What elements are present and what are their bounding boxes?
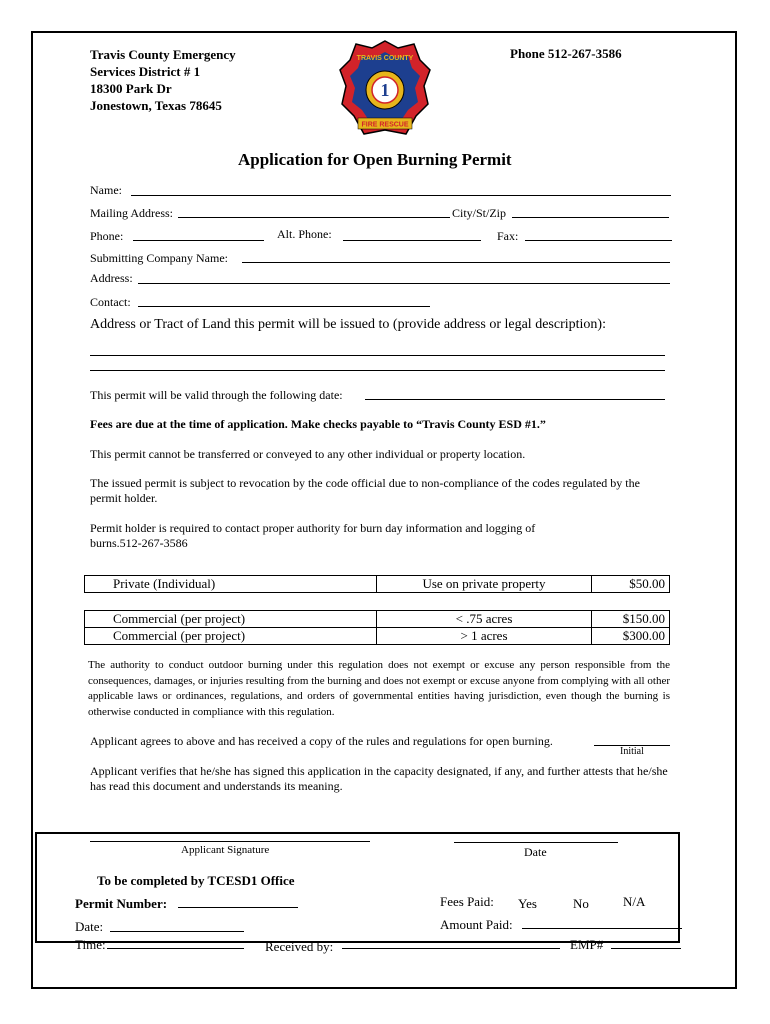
emp-label: EMP#	[570, 937, 604, 952]
fees-paid-no[interactable]: No	[573, 896, 589, 911]
received-by-field[interactable]	[342, 948, 560, 949]
form-title: Application for Open Burning Permit	[238, 150, 512, 169]
tract-field-line-2[interactable]	[90, 370, 665, 371]
address-label: Address:	[90, 271, 133, 285]
phone-field[interactable]	[133, 240, 264, 241]
verifies-text: Applicant verifies that he/she has signed this application in the capacity designated, if any, and further attests that he/she has read this document and understands its meaning.	[90, 764, 668, 793]
emp-field[interactable]	[611, 948, 681, 949]
tract-label: Address or Tract of Land this permit will be issued to (provide address or legal description):	[90, 317, 606, 332]
fire-rescue-logo	[336, 38, 434, 142]
fees-due-text: Fees are due at the time of application. Make checks payable to “Travis County ESD #1.”	[90, 417, 546, 431]
fee-desc: < .75 acres	[377, 611, 592, 628]
mailing-address-field[interactable]	[178, 217, 450, 218]
fees-paid-na[interactable]: N/A	[623, 894, 646, 909]
phone-label: Phone:	[90, 229, 124, 243]
revocation-text: The issued permit is subject to revocation by the code official due to non-compliance of the codes regulated by the permit holder.	[90, 476, 640, 505]
company-name-field[interactable]	[242, 262, 670, 263]
valid-through-label: This permit will be valid through the following date:	[90, 388, 343, 402]
time-label: Time:	[75, 937, 106, 952]
office-heading: To be completed by TCESD1 Office	[97, 873, 295, 888]
org-line-1: Travis County Emergency	[90, 47, 236, 62]
org-line-2: Services District # 1	[90, 64, 201, 79]
table-row	[85, 611, 670, 628]
fees-paid-label: Fees Paid:	[440, 894, 494, 909]
org-phone: Phone 512-267-3586	[510, 46, 622, 61]
logo-number: 1	[380, 80, 390, 100]
table-row	[85, 576, 670, 593]
office-date-field[interactable]	[110, 931, 244, 932]
amount-paid-field[interactable]	[522, 928, 682, 929]
applicant-signature-label: Applicant Signature	[181, 844, 270, 856]
city-st-zip-label: City/St/Zip	[452, 206, 507, 220]
org-line-3: 18300 Park Dr	[90, 81, 172, 96]
contact-field[interactable]	[138, 306, 430, 307]
contact-label: Contact:	[90, 295, 131, 309]
received-by-label: Received by:	[265, 939, 334, 954]
fee-type: Commercial (per project)	[85, 611, 377, 628]
amount-paid-label: Amount Paid:	[440, 917, 513, 932]
org-line-4: Jonestown, Texas 78645	[90, 98, 222, 113]
fees-paid-yes[interactable]: Yes	[518, 896, 537, 911]
alt-phone-field[interactable]	[343, 240, 481, 241]
not-transferable-text: This permit cannot be transferred or conveyed to any other individual or property location.	[90, 447, 526, 461]
permit-number-field[interactable]	[178, 907, 298, 908]
time-field[interactable]	[107, 948, 244, 949]
date-label: Date	[524, 845, 547, 859]
fee-table-private	[84, 575, 670, 593]
agrees-text: Applicant agrees to above and has received a copy of the rules and regulations for open burning.	[90, 734, 553, 748]
fee-type: Private (Individual)	[85, 576, 377, 593]
logo-top-text: TRAVIS COUNTY	[356, 55, 414, 62]
permit-number-label: Permit Number:	[75, 896, 168, 911]
logo-bottom-text: FIRE RESCUE	[361, 121, 409, 129]
fee-price: $150.00	[592, 611, 670, 628]
office-date-label: Date:	[75, 919, 104, 934]
name-field[interactable]	[131, 195, 671, 196]
fee-table-commercial	[84, 610, 670, 645]
address-field[interactable]	[138, 283, 670, 284]
fee-type: Commercial (per project)	[85, 628, 377, 645]
name-label: Name:	[90, 183, 122, 197]
fax-field[interactable]	[525, 240, 672, 241]
fax-label: Fax:	[497, 229, 519, 243]
tract-field-line-1[interactable]	[90, 355, 665, 356]
fee-price: $50.00	[592, 576, 670, 593]
fee-price: $300.00	[592, 628, 670, 645]
valid-through-field[interactable]	[365, 399, 665, 400]
org-address	[90, 46, 236, 114]
authority-text: The authority to conduct outdoor burning under this regulation does not exempt or excuse any person responsible from the consequences, damages, or injuries resulting from the burning and does not exempt or excuse anyone from complying with all other applicable laws or ordinances, regulations, and orders of governmental entities having jurisdiction, even though the burning is otherwise conducted in compliance with this regulation.	[88, 659, 670, 718]
company-name-label: Submitting Company Name:	[90, 251, 228, 265]
table-row	[85, 628, 670, 645]
fee-desc: Use on private property	[377, 576, 592, 593]
alt-phone-label: Alt. Phone:	[277, 227, 332, 241]
fee-desc: > 1 acres	[377, 628, 592, 645]
city-st-zip-field[interactable]	[512, 217, 669, 218]
mailing-address-label: Mailing Address:	[90, 206, 173, 220]
initial-label: Initial	[620, 746, 644, 757]
contact-authority-text: Permit holder is required to contact proper authority for burn day information and logging of burns.512-267-3586	[90, 521, 536, 550]
